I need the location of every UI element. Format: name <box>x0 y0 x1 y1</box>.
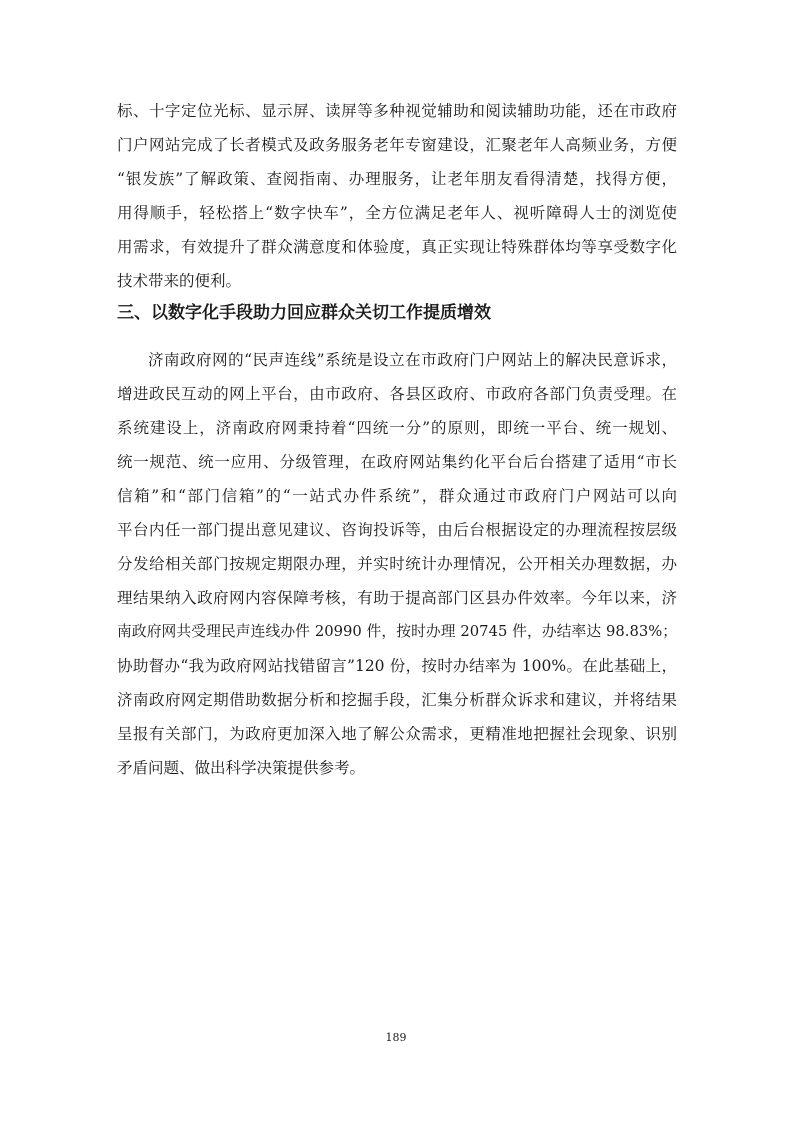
text-line: 门户网站完成了长者模式及政务服务老年专窗建设，汇聚老年人高频业务，方便 <box>117 136 677 154</box>
text-line: 系统建设上，济南政府网秉持着“四统一分”的原则，即统一平台、统一规划、 <box>117 419 677 437</box>
text-line: 分发给相关部门按规定期限办理，并实时统计办理情况，公开相关办理数据，办 <box>117 555 677 573</box>
paragraph-minsheng-lianxian <box>117 343 677 785</box>
text-line: “银发族”了解政策、查阅指南、办理服务，让老年朋友看得清楚，找得方便， <box>117 170 677 188</box>
text-line: 信箱”和“部门信箱”的“一站式办件系统”，群众通过市政府门户网站可以向 <box>117 487 677 505</box>
text-line: 用得顺手，轻松搭上“数字快车”，全方位满足老年人、视听障碍人士的浏览使 <box>117 204 677 222</box>
text-line: 矛盾问题、做出科学决策提供参考。 <box>117 759 366 777</box>
text-line: 理结果纳入政府网内容保障考核，有助于提高部门区县办件效率。今年以来，济 <box>117 589 677 607</box>
text-line: 增进政民互动的网上平台，由市政府、各县区政府、市政府各部门负责受理。在 <box>117 385 677 403</box>
paragraph-accessibility-features <box>117 94 677 298</box>
page-number: 189 <box>385 1031 407 1044</box>
text-line: 技术带来的便利。 <box>117 272 242 290</box>
text-line: 统一规范、统一应用、分级管理，在政府网站集约化平台后台搭建了适用“市长 <box>117 453 677 471</box>
text-line: 济南政府网的“民声连线”系统是设立在市政府门户网站上的解决民意诉求， <box>148 351 677 369</box>
text-line: 标、十字定位光标、显示屏、读屏等多种视觉辅助和阅读辅助功能，还在市政府 <box>117 102 677 120</box>
section-heading: 三、以数字化手段助力回应群众关切工作提质增效 <box>117 303 491 323</box>
text-line: 协助督办“我为政府网站找错留言”120 份，按时办结率为 100%。在此基础上， <box>117 657 677 675</box>
text-line: 南政府网共受理民声连线办件 20990 件，按时办理 20745 件，办结率达 98.83%； <box>117 623 677 640</box>
text-line: 呈报有关部门，为政府更加深入地了解公众需求，更精准地把握社会现象、识别 <box>117 725 677 743</box>
text-line: 用需求，有效提升了群众满意度和体验度，真正实现让特殊群体均等享受数字化 <box>117 238 677 256</box>
text-line: 济南政府网定期借助数据分析和挖掘手段，汇集分析群众诉求和建议，并将结果 <box>117 691 677 709</box>
text-line: 平台内任一部门提出意见建议、咨询投诉等，由后台根据设定的办理流程按层级 <box>117 521 677 539</box>
